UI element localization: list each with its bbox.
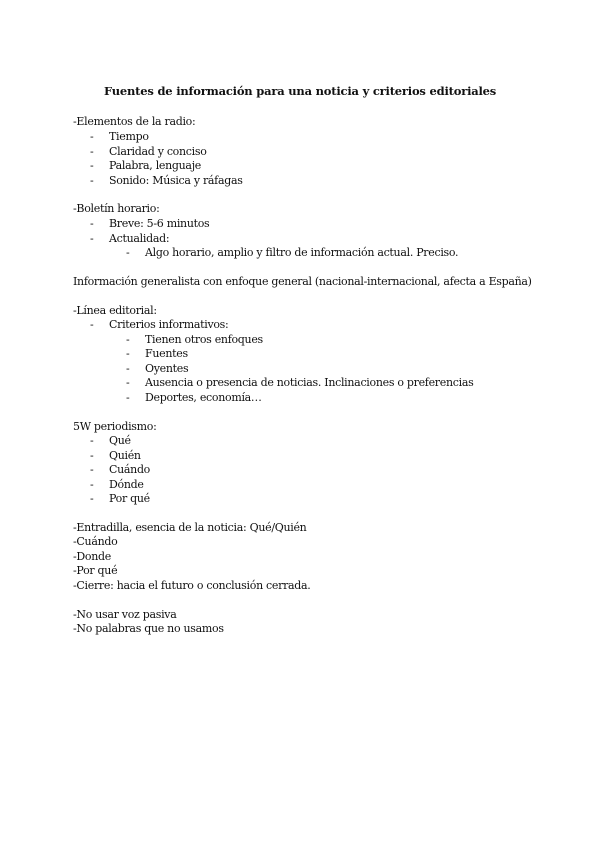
list-item: Por qué <box>109 492 150 505</box>
list-item: Palabra, lenguaje <box>109 159 202 172</box>
entradilla-line: -Cuándo <box>73 535 118 548</box>
bullet-dash: - <box>90 449 94 462</box>
sub-list-item: Oyentes <box>145 362 189 375</box>
list-item: Quién <box>109 449 141 462</box>
list-item: Criterios informativos: <box>109 318 229 331</box>
bullet-dash: - <box>90 130 94 143</box>
bullet-dash: - <box>90 145 94 158</box>
document-title: Fuentes de información para una noticia y criterios editoriales <box>103 84 497 98</box>
section-heading-linea: -Línea editorial: <box>73 304 157 317</box>
bullet-dash: - <box>90 478 94 491</box>
bullet-dash: - <box>90 232 94 245</box>
bullet-dash: - <box>90 492 94 505</box>
sub-list-item: Tienen otros enfoques <box>145 333 263 346</box>
bullet-dash: - <box>90 434 94 447</box>
section-heading-boletin: -Boletín horario: <box>73 202 160 215</box>
bullet-dash: - <box>126 376 130 389</box>
list-item: Qué <box>109 434 131 447</box>
entradilla-line: -Donde <box>73 550 111 563</box>
bullet-dash: - <box>126 362 130 375</box>
bullet-dash: - <box>90 318 94 331</box>
list-item: Actualidad: <box>109 232 170 245</box>
bullet-dash: - <box>126 347 130 360</box>
rule-line: -No palabras que no usamos <box>73 622 224 635</box>
entradilla-line: -Entradilla, esencia de la noticia: Qué/Quién <box>73 521 307 534</box>
entradilla-line: -Por qué <box>73 564 118 577</box>
list-item: Tiempo <box>109 130 149 143</box>
sub-list-item: Deportes, economía… <box>145 391 262 404</box>
entradilla-line: -Cierre: hacia el futuro o conclusión cerrada. <box>73 579 311 592</box>
sub-list-item: Ausencia o presencia de noticias. Inclinaciones o preferencias <box>145 376 474 389</box>
list-item: Claridad y conciso <box>109 145 207 158</box>
section-heading-5w: 5W periodismo: <box>73 420 157 433</box>
bullet-dash: - <box>126 391 130 404</box>
paragraph-generalista: Información generalista con enfoque general (nacional-internacional, afecta a España) <box>73 275 532 288</box>
bullet-dash: - <box>126 333 130 346</box>
section-heading-elementos: -Elementos de la radio: <box>73 115 196 128</box>
list-item: Cuándo <box>109 463 151 476</box>
list-item: Sonido: Música y ráfagas <box>109 174 243 187</box>
bullet-dash: - <box>90 159 94 172</box>
bullet-dash: - <box>90 217 94 230</box>
rule-line: -No usar voz pasiva <box>73 608 177 621</box>
list-item: Dónde <box>109 478 144 491</box>
list-item: Breve: 5-6 minutos <box>109 217 210 230</box>
bullet-dash: - <box>90 174 94 187</box>
sub-list-item: Algo horario, amplio y filtro de información actual. Preciso. <box>145 246 459 259</box>
sub-list-item: Fuentes <box>145 347 188 360</box>
bullet-dash: - <box>90 463 94 476</box>
bullet-dash: - <box>126 246 130 259</box>
